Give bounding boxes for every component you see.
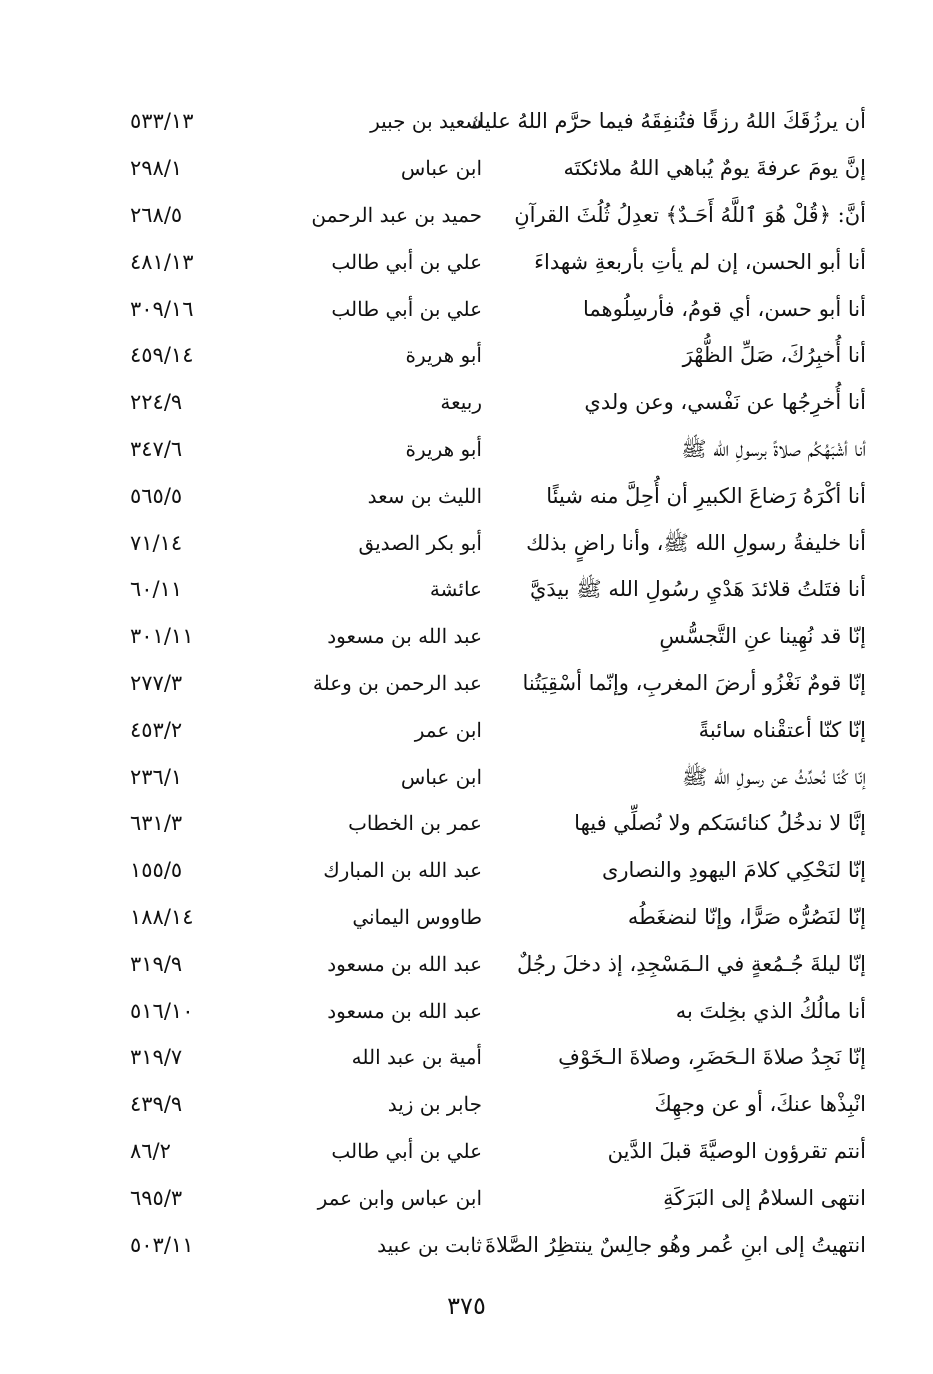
hadith-text: إنّا قومٌ نَغْزُو أرضَ المغربِ، وإنّما أسْقِيَتُنا bbox=[522, 670, 866, 695]
volume-page-reference: ٣١٩/٧ bbox=[130, 1045, 183, 1070]
index-row bbox=[130, 753, 870, 800]
volume-page-reference: ٤٨١/١٣ bbox=[130, 249, 194, 274]
index-row bbox=[130, 1174, 870, 1221]
narrator-name: أبو بكر الصديق bbox=[358, 530, 482, 555]
narrator-name: ثابت بن عبيد bbox=[377, 1232, 482, 1257]
narrator-name: الليث بن سعد bbox=[367, 483, 482, 508]
narrator-name: ابن عباس bbox=[400, 764, 482, 789]
narrator-name: سعيد بن جبير bbox=[370, 109, 482, 134]
volume-page-reference: ١٥٥/٥ bbox=[130, 858, 183, 883]
index-row bbox=[130, 238, 870, 285]
hadith-text: أنا أكْرَهُ رَضاعَ الكبيرِ أن أُحِلَّ منه شيئًا bbox=[546, 483, 866, 508]
narrator-name: عبد الله بن مسعود bbox=[327, 951, 482, 976]
index-row bbox=[130, 847, 870, 894]
hadith-text: أنَّ: ﴿قُلْ هُوَ ٱللَّهُ أَحَـدٌ﴾ تعدِلُ ثُلُثَ القرآنِ bbox=[514, 202, 866, 227]
hadith-text: أنا أبو الحسن، إن لم يأتِ بأربعةِ شهداءَ bbox=[534, 249, 866, 274]
narrator-name: عبد الرحمن بن وعلة bbox=[312, 670, 482, 695]
narrator-name: علي بن أبي طالب bbox=[331, 1138, 482, 1163]
hadith-text: إنّا كنّا أعتقْناه سائبةً bbox=[698, 717, 866, 742]
hadith-text: إنّا نَجِدُ صلاةَ الـحَضَرِ، وصلاةَ الـخَوْفِ bbox=[558, 1045, 866, 1070]
hadith-text: أن يرزُقَكَ اللهُ رزقًا فتُنفِقَهُ فيما حرَّم اللهُ عليك bbox=[467, 109, 866, 134]
index-row bbox=[130, 987, 870, 1034]
index-row bbox=[130, 566, 870, 613]
index-row bbox=[130, 192, 870, 239]
hadith-text: إنّا لنَحْكِي كلامَ اليهودِ والنصارى bbox=[601, 858, 866, 883]
hadith-text: أنا أبو حسن، أي قومُ، فأرسِلُوهما bbox=[583, 296, 866, 321]
index-row bbox=[130, 706, 870, 753]
volume-page-reference: ٥٦٥/٥ bbox=[130, 483, 183, 508]
narrator-name: ابن عباس وابن عمر bbox=[317, 1185, 482, 1210]
index-row bbox=[130, 1128, 870, 1175]
volume-page-reference: ٢٢٤/٩ bbox=[130, 390, 183, 415]
index-row bbox=[130, 613, 870, 660]
index-row bbox=[130, 800, 870, 847]
volume-page-reference: ٥٠٣/١١ bbox=[130, 1232, 194, 1257]
hadith-text: انْبِذْها عنكَ، أو عن وجهِكَ bbox=[654, 1092, 866, 1117]
index-row bbox=[130, 285, 870, 332]
hadith-text: أنا مالُكُ الذي بخِلتَ به bbox=[675, 998, 866, 1023]
index-row bbox=[130, 426, 870, 473]
narrator-name: ربيعة bbox=[440, 390, 482, 415]
hadith-text: أنا خليفةُ رسولِ الله ﷺ، وأنا راضٍ بذلك bbox=[526, 530, 866, 555]
narrator-name: علي بن أبي طالب bbox=[331, 296, 482, 321]
page-number: ٣٧٥ bbox=[447, 1292, 486, 1320]
index-row bbox=[130, 1034, 870, 1081]
hadith-text: إنَّا لا ندخُلُ كنائسَكم ولا نُصلِّي فيها bbox=[574, 811, 866, 836]
volume-page-reference: ٤٣٩/٩ bbox=[130, 1092, 183, 1117]
volume-page-reference: ٢٦٨/٥ bbox=[130, 202, 183, 227]
hadith-text: إنّا كُنّا نُحدِّثُ عن رسولِ الله ﷺ bbox=[682, 764, 866, 789]
volume-page-reference: ٦٩٥/٣ bbox=[130, 1185, 183, 1210]
volume-page-reference: ٨٦/٢ bbox=[130, 1138, 171, 1163]
volume-page-reference: ٥١٦/١٠ bbox=[130, 998, 194, 1023]
volume-page-reference: ٤٥٩/١٤ bbox=[130, 343, 194, 368]
index-row bbox=[130, 379, 870, 426]
hadith-text: إنّا لنَصُرُّه صَرًّا، وإنّا لنضغَطُه bbox=[627, 904, 866, 929]
volume-page-reference: ٦٣١/٣ bbox=[130, 811, 183, 836]
volume-page-reference: ٢٧٧/٣ bbox=[130, 670, 183, 695]
index-row bbox=[130, 98, 870, 145]
volume-page-reference: ٣٠١/١١ bbox=[130, 624, 194, 649]
narrator-name: علي بن أبي طالب bbox=[331, 249, 482, 274]
volume-page-reference: ٧١/١٤ bbox=[130, 530, 183, 555]
narrator-name: ابن عمر bbox=[414, 717, 482, 742]
narrator-name: عبد الله بن مسعود bbox=[327, 624, 482, 649]
index-row bbox=[130, 1081, 870, 1128]
hadith-index-table bbox=[130, 98, 870, 1268]
index-row bbox=[130, 519, 870, 566]
narrator-name: عبد الله بن مسعود bbox=[327, 998, 482, 1023]
index-row bbox=[130, 894, 870, 941]
volume-page-reference: ١٨٨/١٤ bbox=[130, 904, 194, 929]
hadith-text: إنّا قد نُهِينا عنِ التَّجسُّسِ bbox=[659, 624, 866, 649]
narrator-name: طاووس اليماني bbox=[352, 904, 482, 929]
hadith-text: إنّا ليلةَ جُـمُعةٍ في الـمَسْجِدِ، إذ دخلَ رجُلٌ bbox=[516, 951, 866, 976]
narrator-name: عبد الله بن المبارك bbox=[323, 858, 482, 883]
hadith-text: أنا أُخبِرُكَ، صَلِّ الظُّهْرَ bbox=[682, 343, 866, 368]
volume-page-reference: ٤٥٣/٢ bbox=[130, 717, 183, 742]
volume-page-reference: ٢٣٦/١ bbox=[130, 764, 183, 789]
index-row bbox=[130, 940, 870, 987]
volume-page-reference: ٥٣٣/١٣ bbox=[130, 109, 194, 134]
index-row bbox=[130, 145, 870, 192]
narrator-name: ابن عباس bbox=[400, 156, 482, 181]
narrator-name: أمية بن عبد الله bbox=[351, 1045, 482, 1070]
index-row bbox=[130, 1221, 870, 1268]
narrator-name: عائشة bbox=[429, 577, 482, 602]
volume-page-reference: ٦٠/١١ bbox=[130, 577, 183, 602]
narrator-name: جابر بن زيد bbox=[387, 1092, 482, 1117]
volume-page-reference: ٣١٩/٩ bbox=[130, 951, 183, 976]
narrator-name: أبو هريرة bbox=[405, 436, 482, 461]
volume-page-reference: ٢٩٨/١ bbox=[130, 156, 183, 181]
hadith-text: أنا فتَلتُ قلائدَ هَدْيِ رسُولِ الله ﷺ بيدَيَّ bbox=[529, 577, 866, 602]
hadith-text: انتهيتُ إلى ابنِ عُمر وهُو جالِسٌ ينتظِرُ الصَّلاةَ bbox=[485, 1232, 866, 1257]
volume-page-reference: ٣٠٩/١٦ bbox=[130, 296, 194, 321]
index-row bbox=[130, 660, 870, 707]
narrator-name: عمر بن الخطاب bbox=[348, 811, 482, 836]
narrator-name: أبو هريرة bbox=[405, 343, 482, 368]
narrator-name: حميد بن عبد الرحمن bbox=[311, 202, 482, 227]
volume-page-reference: ٣٤٧/٦ bbox=[130, 436, 183, 461]
hadith-text: إنَّ يومَ عرفةَ يومٌ يُباهي اللهُ ملائكتَه bbox=[563, 156, 866, 181]
hadith-text: أنا أشْبَهُكُم صلاةً برسولِ الله ﷺ bbox=[681, 436, 866, 461]
hadith-text: أنا أُخرِجُها عن نَفْسي، وعن ولدي bbox=[584, 390, 866, 415]
hadith-text: انتهى السلامُ إلى البَرَكَةِ bbox=[663, 1185, 866, 1210]
hadith-text: أنتم تقرؤون الوصيَّةَ قبلَ الدَّين bbox=[607, 1138, 866, 1163]
index-row bbox=[130, 472, 870, 519]
index-row bbox=[130, 332, 870, 379]
